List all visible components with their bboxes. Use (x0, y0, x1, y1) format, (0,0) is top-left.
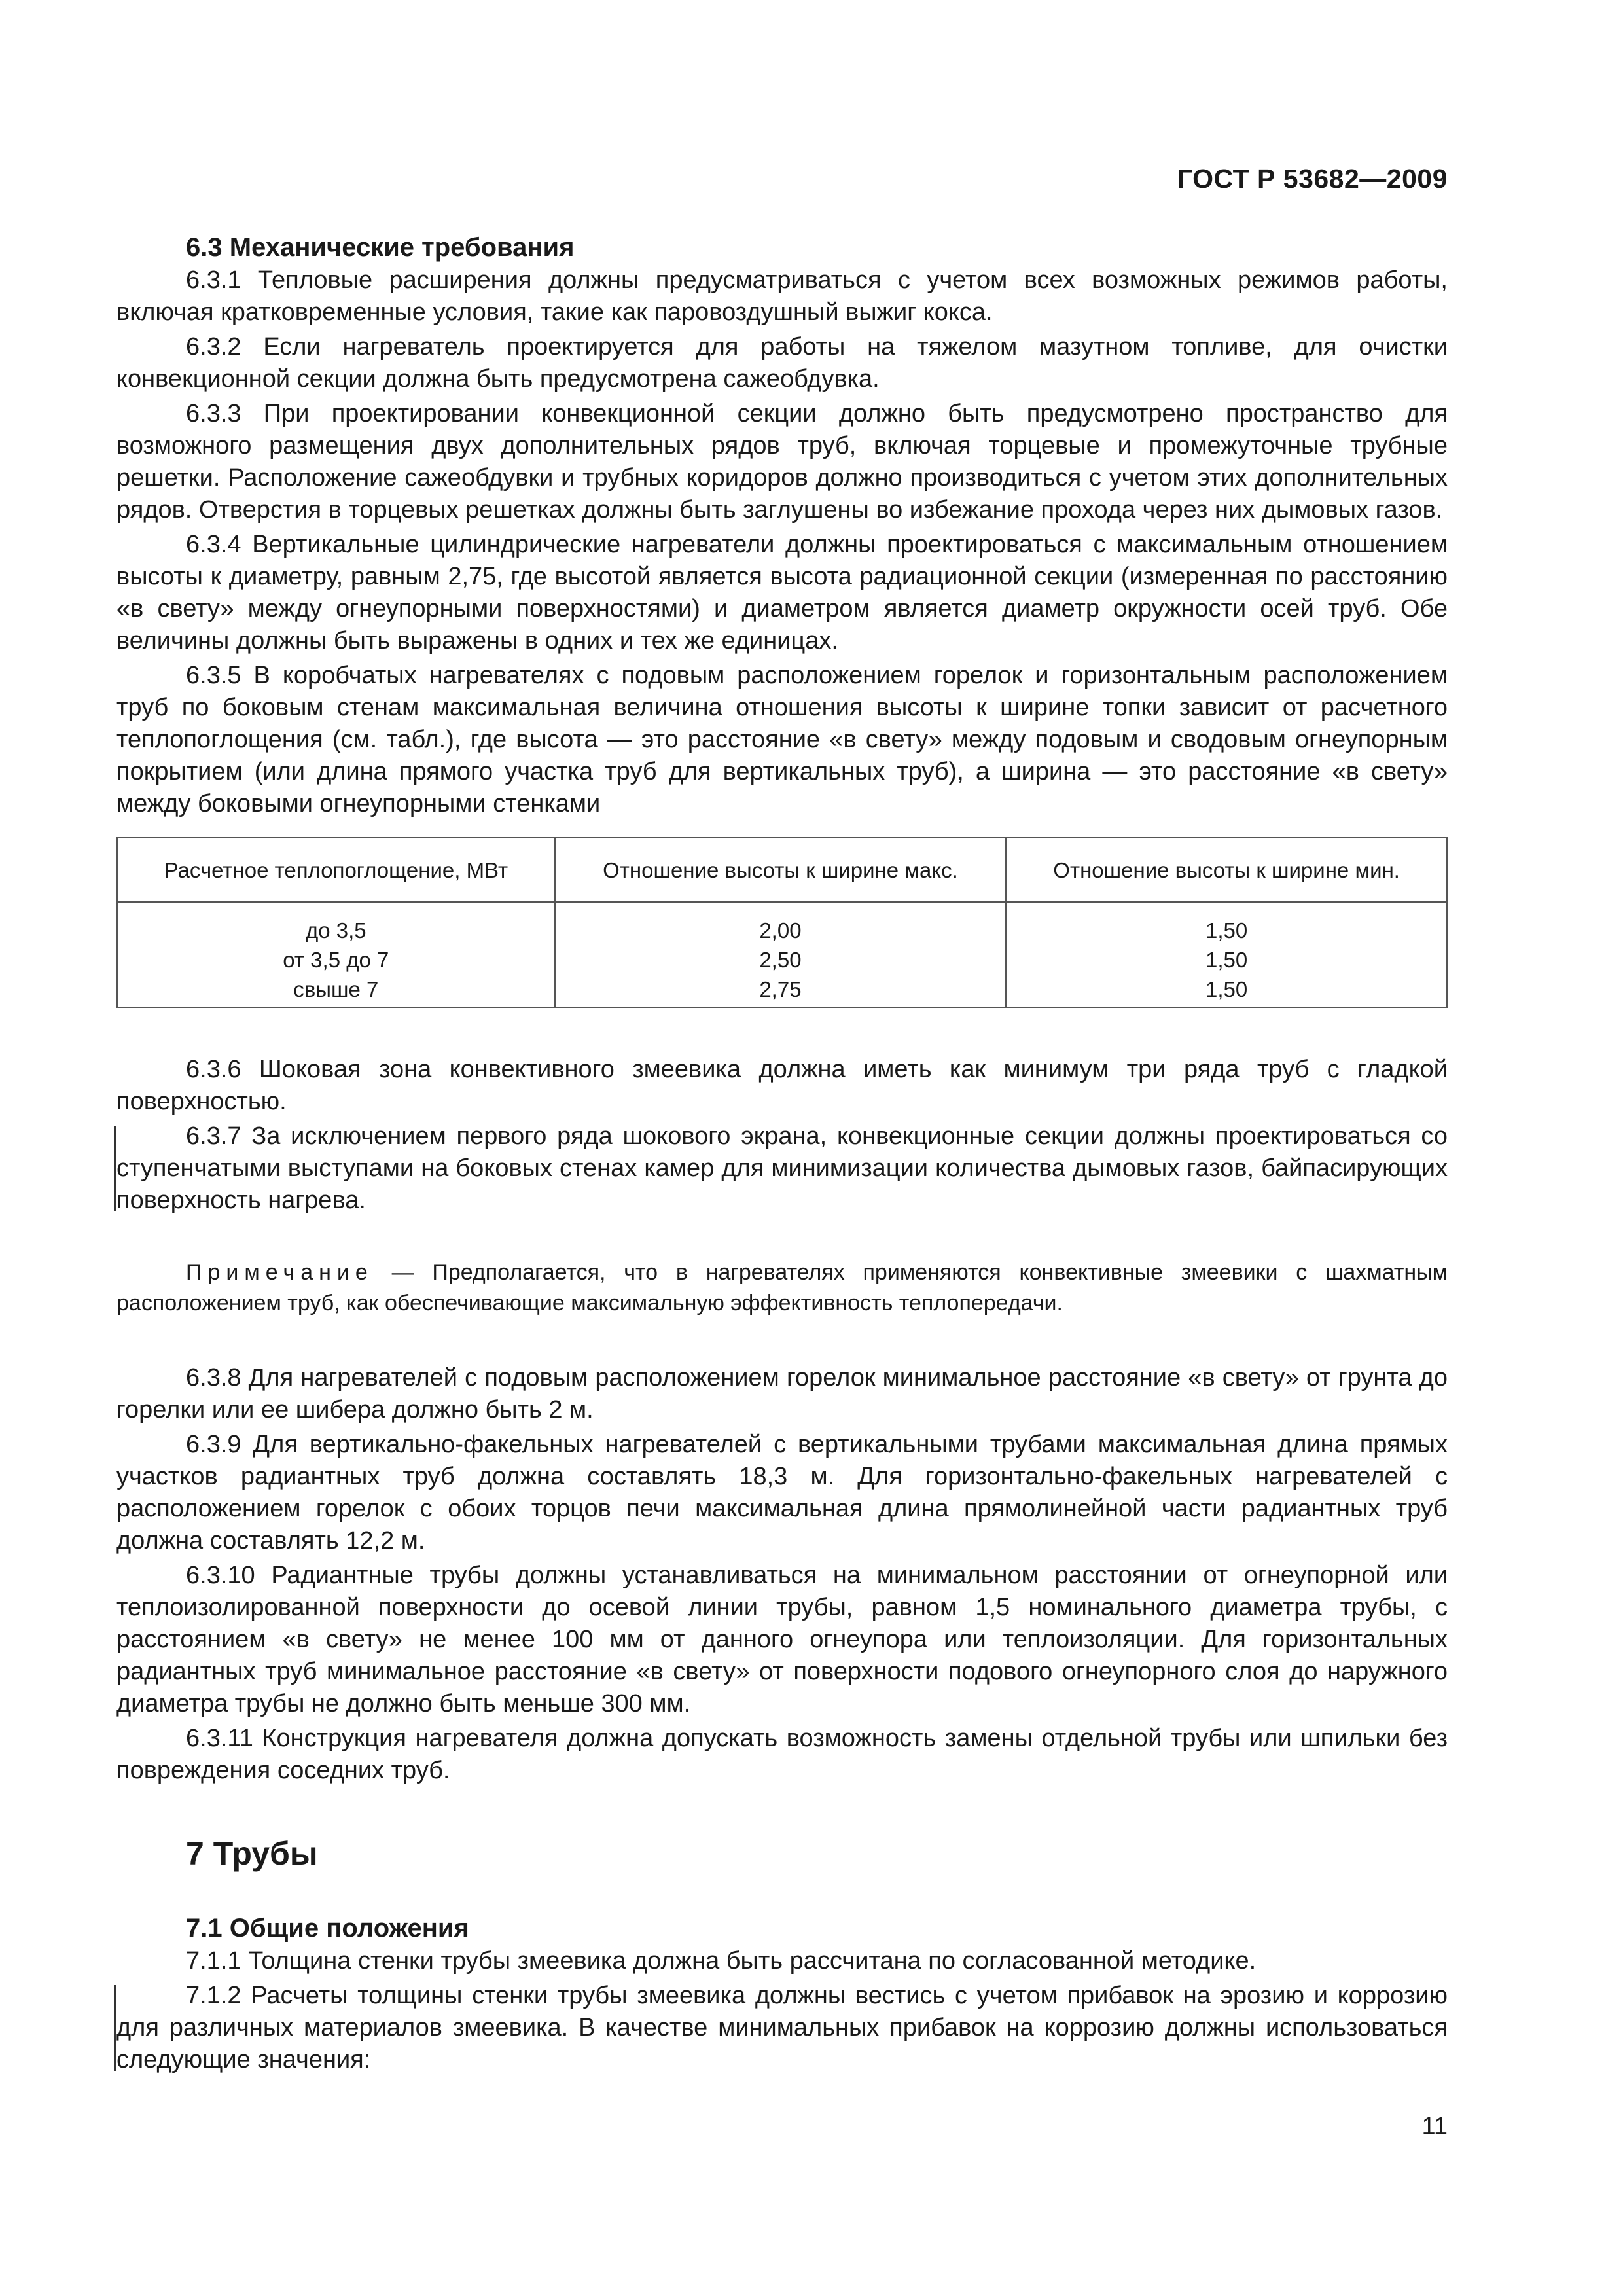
paragraph-6-3-11: 6.3.11 Конструкция нагревателя должна допускать возможность замены отдельной трубы или шпильки без повреждения соседних труб. (116, 1725, 1448, 1784)
table-value: 1,50 (1205, 977, 1248, 1001)
paragraph-6-3-9: 6.3.9 Для вертикально-факельных нагревателей с вертикальными трубами максимальная длина прямых участков радиантных труб должна составлять 18,3 м. Для горизонтально-факельных нагревателей с расположением горелок с обоих торцов печи максимальная длина прямолинейной части радиантных труб должна составлять 12,2 м. (116, 1431, 1448, 1554)
table-value: до 3,5 (306, 918, 366, 942)
paragraph-6-3-3: 6.3.3 При проектировании конвекционной секции должно быть предусмотрено пространство для возможного размещения двух дополнительных рядов труб, включая торцевые и промежуточные трубные решетки. Расположение сажеобдувки и трубных коридоров должно производиться с учетом этих дополнительных рядов. Отверстия в торцевых решетках должны быть заглушены во избежание прохода через них дымовых газов. (116, 400, 1448, 524)
table-value: 1,50 (1205, 948, 1248, 972)
note (116, 1257, 1448, 1319)
table-header-cell: Отношение высоты к ширине мин. (1006, 838, 1447, 902)
table-value: свыше 7 (293, 977, 379, 1001)
section-7-1-title: 7.1 Общие положения (186, 1914, 469, 1943)
paragraph-6-3-1: 6.3.1 Тепловые расширения должны предусматриваться с учетом всех возможных режимов работы, включая кратковременные условия, такие как паровоздушный выжиг кокса. (116, 266, 1448, 326)
table-cell-heat-absorption (117, 902, 555, 1007)
table-value: 2,75 (759, 977, 802, 1001)
table-value: от 3,5 до 7 (283, 948, 389, 972)
table-value: 2,00 (759, 918, 802, 942)
paragraph-6-3-4: 6.3.4 Вертикальные цилиндрические нагреватели должны проектироваться с максимальным отношением высоты к диаметру, равным 2,75, где высотой является высота радиационной секции (измеренная по расстоянию «в свету» между огнеупорными поверхностями) и диаметром является диаметр окружности осей труб. Обе величины должны быть выражены в одних и тех же единицах. (116, 531, 1448, 655)
table-cell-ratio-min (1006, 902, 1447, 1007)
table-value: 1,50 (1205, 918, 1248, 942)
section-6-3-title: 6.3 Механические требования (186, 233, 575, 262)
standard-designation: ГОСТ Р 53682—2009 (1177, 164, 1448, 194)
note-text: — Предполагается, что в нагревателях применяются конвективные змеевики с шахматным расположением труб, как обеспечивающие максимальную эффективность теплопередачи. (116, 1260, 1448, 1316)
paragraph-7-1-2: 7.1.2 Расчеты толщины стенки трубы змеевика должны вестись с учетом прибавок на эрозию и коррозию для различных материалов змеевика. В качестве минимальных прибавок на коррозию должны использоваться следующие значения: (116, 1980, 1448, 2076)
table-row (117, 902, 1447, 1007)
section-7-title: 7 Трубы (186, 1835, 318, 1872)
page-number: 11 (1421, 2113, 1448, 2140)
paragraph-6-3-10: 6.3.10 Радиантные трубы должны устанавливаться на минимальном расстоянии от огнеупорной или теплоизолированной поверхности до осевой линии трубы, равном 1,5 номинального диаметра трубы, с расстоянием «в свету» не менее 100 мм от данного огнеупора или теплоизоляции. Для горизонтальных радиантных труб минимальное расстояние «в свету» от поверхности подового огнеупорного слоя до наружного диаметра трубы не должно быть меньше 300 мм. (116, 1562, 1448, 1717)
note-label: Примечание (186, 1260, 374, 1285)
table-value: 2,50 (759, 948, 802, 972)
paragraph-6-3-2: 6.3.2 Если нагреватель проектируется для работы на тяжелом мазутном топливе, для очистки конвекционной секции должна быть предусмотрена сажеобдувка. (116, 333, 1448, 393)
paragraph-6-3-8: 6.3.8 Для нагревателей с подовым расположением горелок минимальное расстояние «в свету» от грунта до горелки или ее шибера должно быть 2 м. (116, 1364, 1448, 1424)
table-header-cell: Расчетное теплопоглощение, МВт (117, 838, 555, 902)
paragraph-7-1-1: 7.1.1 Толщина стенки трубы змеевика должна быть рассчитана по согласованной методике. (186, 1947, 1257, 1975)
page-content (116, 230, 1448, 2076)
table-header-cell: Отношение высоты к ширине макс. (555, 838, 1007, 902)
paragraph-6-3-5: 6.3.5 В коробчатых нагревателях с подовым расположением горелок и горизонтальным расположением труб по боковым стенам максимальная величина отношения высоты к ширине топки зависит от расчетного теплопоглощения (см. табл.), где высота — это расстояние «в свету» между подовым и сводовым огнеупорным покрытием (или длина прямого участка труб для вертикальных труб), а ширина — это расстояние «в свету» между боковыми огнеупорными стенками (116, 662, 1448, 817)
paragraph-6-3-7: 6.3.7 За исключением первого ряда шокового экрана, конвекционные секции должны проектироваться со ступенчатыми выступами на боковых стенах камер для минимизации количества дымовых газов, байпасирующих поверхность нагрева. (116, 1121, 1448, 1217)
table-header-row (117, 838, 1447, 902)
ratio-table (116, 837, 1448, 1008)
table-cell-ratio-max (555, 902, 1007, 1007)
paragraph-6-3-6: 6.3.6 Шоковая зона конвективного змеевика должна иметь как минимум три ряда труб с гладкой поверхностью. (116, 1056, 1448, 1115)
